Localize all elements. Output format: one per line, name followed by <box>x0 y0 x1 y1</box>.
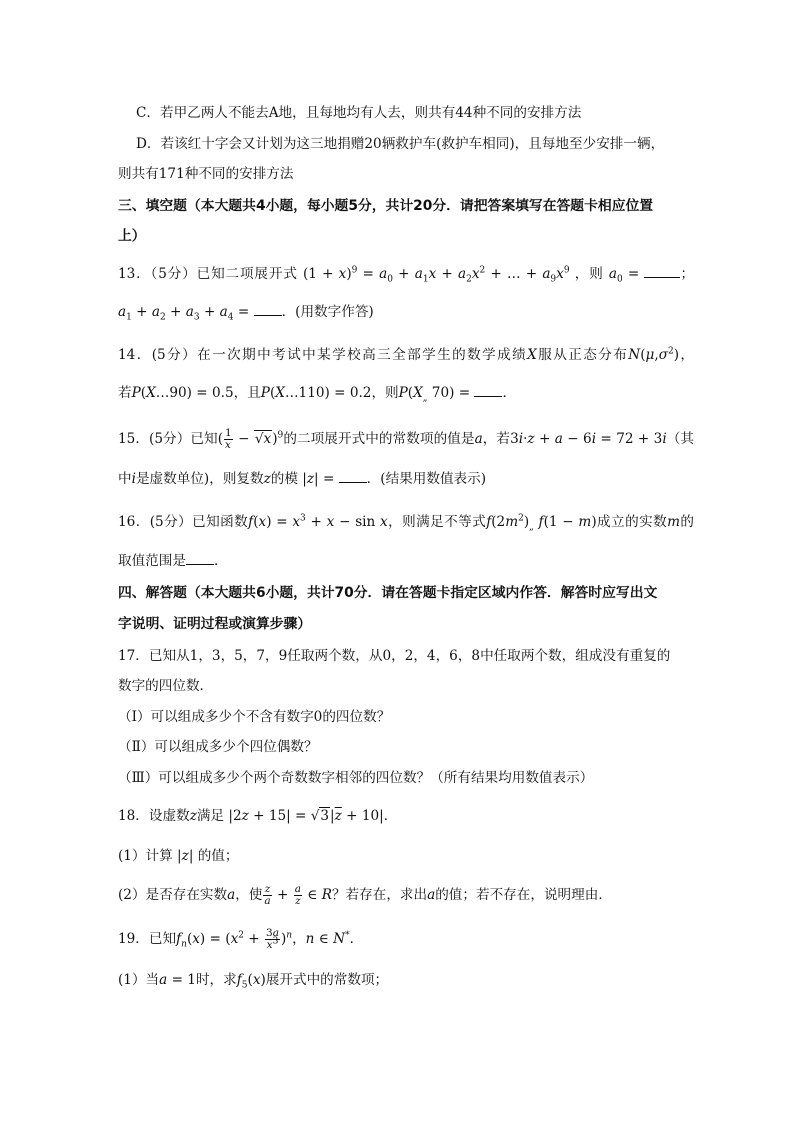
option-d-line1: D．若该红十字会又计划为这三地捐赠20辆救护车(救护车相同)，且每地至少安排一辆， <box>136 136 665 152</box>
q14-line1: 14．(5分）在一次期中考试中某学校高三全部学生的数学成绩X服从正态分布$N(\mu,\sigma^2)$， <box>118 346 695 363</box>
q15-line1: 15．(5分）已知( $\frac{1}{x}$ − √x)$^9$的二项展开式中的常数项的值是a，若3i·z + a − 6i = 72 + 3i（其 <box>118 427 695 451</box>
q15-answer-blank[interactable] <box>339 470 367 483</box>
q13-sum: $a_1 + a_2 + a_3 + a_4$ = <box>118 304 254 323</box>
q18-part-2: (2）是否存在实数a，使 $\frac{z}{a}$ + $\frac{a}{z}$ ∈ R？若存在，求出a的值；若不存在，说明理由． <box>118 883 612 907</box>
q13-formula: $(1 + x)^9 = a_0 + a_1x + a_2x^2$ + … + $a_9x^9$ <box>302 265 570 285</box>
q17-line1: 17．已知从1，3，5，7，9任取两个数，从0，2，4，6，8中任取两个数，组成没有重复的 <box>118 648 671 664</box>
q13-line1: 13．（5分）已知二项展开式 $(1 + x)^9 = a_0 + a_1x + a_2x^2$ + … + $a_9x^9$ ，则 $a_0$ = ； <box>118 265 695 285</box>
q18-part-1: (1）计算 |z| 的值； <box>118 848 239 864</box>
q17-part-ii: （Ⅱ）可以组成多少个四位偶数？ <box>118 739 318 755</box>
section3-heading: 三、填空题（本大题共4小题，每小题5分，共计20分．请把答案填写在答题卡相应位置 <box>118 198 654 214</box>
q17-part-i: （Ⅰ）可以组成多少个不含有数字0的四位数？ <box>118 709 391 725</box>
q18-line: 18．设虚数z满足 $|2z + 15| = √3|\overline{z} + 10|$． <box>118 808 398 824</box>
q15-line2: 中i是虚数单位)，则复数z的模 |z| = ．(结果用数值表示) <box>118 471 487 487</box>
q16-line1: 16．(5分）已知函数$f(x) = x^3 + x - \sin x$，则满足不等式$f(2m^2)_„$ f(1 − m)成立的实数m的 <box>118 513 695 533</box>
q16-line2: 取值范围是 ． <box>118 553 228 569</box>
q14-line2: 若P(X…90) = 0.5，且P(X…110) = 0.2，则$P(X_„$ 70) = ． <box>118 385 517 404</box>
q13-answer-blank-1[interactable] <box>644 265 680 278</box>
section4-heading: 四、解答题（本大题共6小题，共计70分．请在答题卡指定区域内作答．解答时应写出文 <box>118 585 658 601</box>
q19-part-1: (1）当a = 1时，求$f_5(x)$展开式中的常数项； <box>118 972 389 991</box>
section4-heading-cont: 字说明、证明过程或演算步骤） <box>118 616 312 632</box>
option-c: C．若甲乙两人不能去A地，且每地均有人去，则共有44种不同的安排方法 <box>136 105 582 121</box>
q17-line2: 数字的四位数． <box>118 678 214 694</box>
q17-part-iii: （Ⅲ）可以组成多少个两个奇数数字相邻的四位数？（所有结果均用数值表示） <box>118 770 594 786</box>
q19-line: 19．已知$f_n(x) = (x^2$ + $\frac{3a}{x^3}$ )$^n$，n ∈ N*． <box>118 927 364 951</box>
section3-heading-cont: 上） <box>118 228 146 244</box>
q16-answer-blank[interactable] <box>186 552 214 565</box>
q14-answer-blank[interactable] <box>474 384 502 397</box>
q13-answer-blank-2[interactable] <box>254 303 282 316</box>
q13-line2: $a_1 + a_2 + a_3 + a_4$ = ．(用数字作答) <box>118 304 374 323</box>
option-d-line2: 则共有171种不同的安排方法 <box>118 166 294 182</box>
